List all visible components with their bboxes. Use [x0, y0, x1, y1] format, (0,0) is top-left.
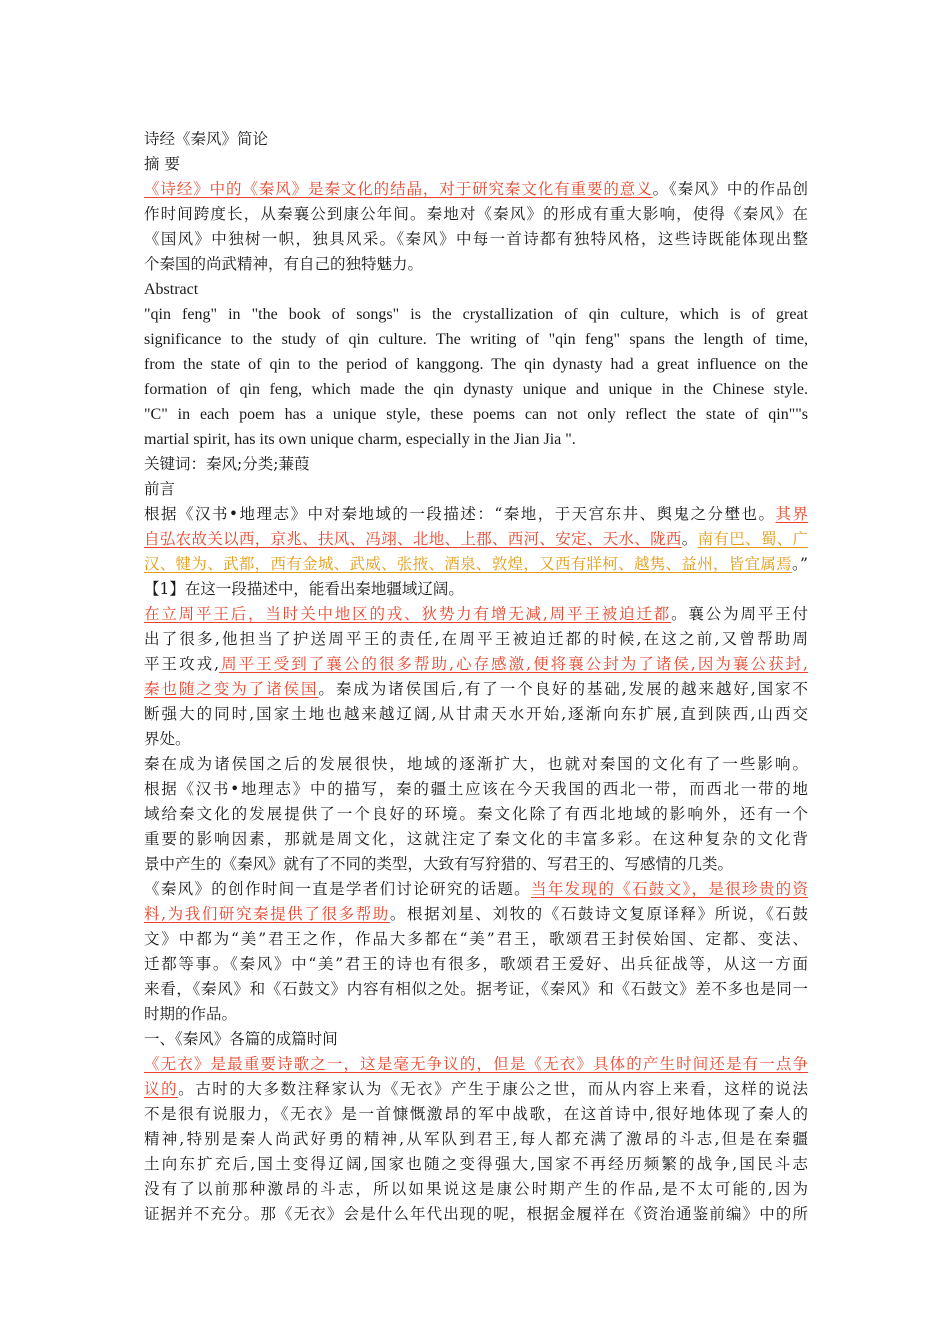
text-line: 土向东扩充后,国土变得辽阔,国家也随之变得强大,国家不再经历频繁的战争,国民斗志 [144, 1155, 808, 1173]
text-line: 个秦国的尚武精神，有自己的独特魅力。 [144, 255, 424, 273]
text-line: 域给秦文化的发展提供了一个良好的环境。秦文化除了有西北地域的影响外，还有一个 [144, 805, 808, 823]
text-line: 没有了以前那种激昂的斗志，所以如果说这是康公时期产生的作品,是不太可能的,因为 [144, 1180, 808, 1198]
text-line: formation of qin feng, which made the qin dynasty unique and unique in the Chinese style. [144, 381, 808, 398]
highlighted-text-orange: 南有巴、蜀、广 [697, 530, 808, 548]
text-line: 《国风》中独树一帜，独具风采。《秦风》中每一首诗都有独特风格，这些诗既能体现出整 [144, 230, 808, 248]
document-title: 诗经《秦风》简论 [144, 130, 269, 148]
english-abstract-paragraph [144, 302, 808, 452]
text-line: 秦在成为诸侯国之后的发展很快，地域的逐渐扩大，也就对秦国的文化有了一些影响。 [144, 755, 808, 773]
text-line: 精神,特别是秦人尚武好勇的精神,从军队到君王,每人都充满了激昂的斗志,但是在秦疆 [144, 1130, 808, 1148]
text-line: from the state of qin to the period of kanggong. The qin dynasty had a great influence on the [144, 356, 808, 373]
text-line: 根据《汉书•地理志》中的描写，秦的疆土应该在今天我国的西北一带，而西北一带的地 [144, 780, 808, 798]
abstract-paragraph [144, 177, 808, 277]
text-line: 断强大的同时,国家土地也越来越辽阔,从甘肃天水开始,逐渐向东扩展,直到陕西,山西交 [144, 705, 808, 723]
text-segment: 《秦风》的创作时间一直是学者们讨论研究的话题。 [144, 880, 532, 898]
highlighted-text: 《诗经》中的《秦风》是秦文化的结晶，对于研究秦文化有重要的意义 [144, 180, 653, 198]
text-segment: 。根据刘星、刘牧的《石鼓诗文复原译释》所说，《石鼓 [389, 905, 808, 923]
text-segment: 。襄公为周平王付 [671, 605, 808, 623]
paragraph-xianggong [144, 602, 808, 752]
paragraph-wuyi [144, 1052, 808, 1227]
text-line: 来看，《秦风》和《石鼓文》内容有相似之处。据考证，《秦风》和《石鼓文》差不多也是同一 [144, 980, 808, 998]
text-segment: 。秦成为诸侯国后,有了一个良好的基础,发展的越来越好,国家不 [318, 680, 808, 698]
highlighted-text: 在立周平王后，当时关中地区的戎、狄势力有增无减,周平王被迫迁都 [144, 605, 672, 623]
text-line: 出了很多,他担当了护送周平王的责任,在周平王被迫迁都的时候,在这之前,又曾帮助周 [144, 630, 808, 648]
text-line: "qin feng" in "the book of songs" is the crystallization of qin culture, which is of great [144, 306, 808, 323]
text-segment: 。古时的大多数注释家认为《无衣》产生于康公之世，而从内容上来看，这样的说法 [178, 1080, 808, 1098]
highlighted-text: 《无衣》是最重要诗歌之一，这是毫无争议的，但是《无衣》具体的产生时间还是有一点争 [144, 1055, 808, 1073]
text-line: 作时间跨度长，从秦襄公到康公年间。秦地对《秦风》的形成有重大影响，使得《秦风》在 [144, 205, 808, 223]
english-abstract-heading: Abstract [144, 281, 199, 298]
text-segment: 。《秦风》中的作品创 [652, 180, 808, 198]
keywords: 关键词：秦风;分类;蒹葭 [144, 455, 310, 473]
highlighted-text-orange: 汉、犍为、武都，西有金城、武威、张掖、酒泉、敦煌，又西有牂柯、越隽、益州，皆宜属焉 [144, 555, 792, 573]
text-line: 界处。 [144, 730, 191, 748]
text-line: significance to the study of qin culture. The writing of "qin feng" spans the length of time, [144, 331, 808, 348]
text-segment: 。” [792, 555, 808, 573]
highlighted-text: 自弘农故关以西，京兆、扶风、冯翊、北地、上郡、西河、安定、天水、陇西 [144, 530, 682, 548]
paragraph-culture [144, 752, 808, 877]
section-heading: 一、《秦风》各篇的成篇时间 [144, 1030, 338, 1048]
highlighted-text: 其界 [775, 505, 808, 523]
text-line: 不是很有说服力，《无衣》是一首慷慨激昂的军中战歌，在这首诗中,很好地体现了秦人的 [144, 1105, 808, 1123]
text-line: "C" in each poem has a unique style, these poems can not only reflect the state of qin""s [144, 406, 808, 423]
highlighted-text: 议的 [144, 1080, 179, 1098]
text-segment: 平王攻戎, [144, 655, 220, 673]
text-line: 迁都等事。《秦风》中“美”君王的诗也有很多，歌颂君王爱好、出兵征战等，从这一方面 [144, 955, 808, 973]
highlighted-text: 周平王受到了襄公的很多帮助,心存感激,便将襄公封为了诸侯,因为襄公获封, [219, 655, 808, 673]
text-line: 证据并不充分。那《无衣》会是什么年代出现的呢，根据金履祥在《资治通鉴前编》中的所 [144, 1205, 808, 1223]
highlighted-text: 秦也随之变为了诸侯国 [144, 680, 319, 698]
text-segment: 根据《汉书•地理志》中对秦地域的一段描述：“秦地，于天宫东井、舆鬼之分壄也。 [144, 505, 776, 523]
highlighted-text: 料,为我们研究秦提供了很多帮助 [144, 905, 390, 923]
text-line: 景中产生的《秦风》就有了不同的类型，大致有写狩猎的、写君王的、写感情的几类。 [144, 855, 734, 873]
text-line: 【1】在这一段描述中，能看出秦地疆域辽阔。 [144, 580, 464, 598]
text-line: 文》中都为“美”君王之作，作品大多都在“美”君王，歌颂君王封侯始国、定都、变法、 [144, 930, 808, 948]
document-page [144, 127, 808, 1227]
paragraph-geography [144, 502, 808, 602]
text-line: 重要的影响因素，那就是周文化，这就注定了秦文化的丰富多彩。在这种复杂的文化背 [144, 830, 808, 848]
text-line: 时期的作品。 [144, 1005, 238, 1023]
text-line: martial spirit, has its own unique charm, especially in the Jian Jia ". [144, 431, 576, 448]
abstract-heading: 摘 要 [144, 155, 180, 173]
highlighted-text: 当年发现的《石鼓文》，是很珍贵的资 [531, 880, 808, 898]
text-segment: 。 [681, 530, 698, 548]
preface-heading: 前言 [144, 480, 176, 498]
paragraph-shiguwen [144, 877, 808, 1027]
